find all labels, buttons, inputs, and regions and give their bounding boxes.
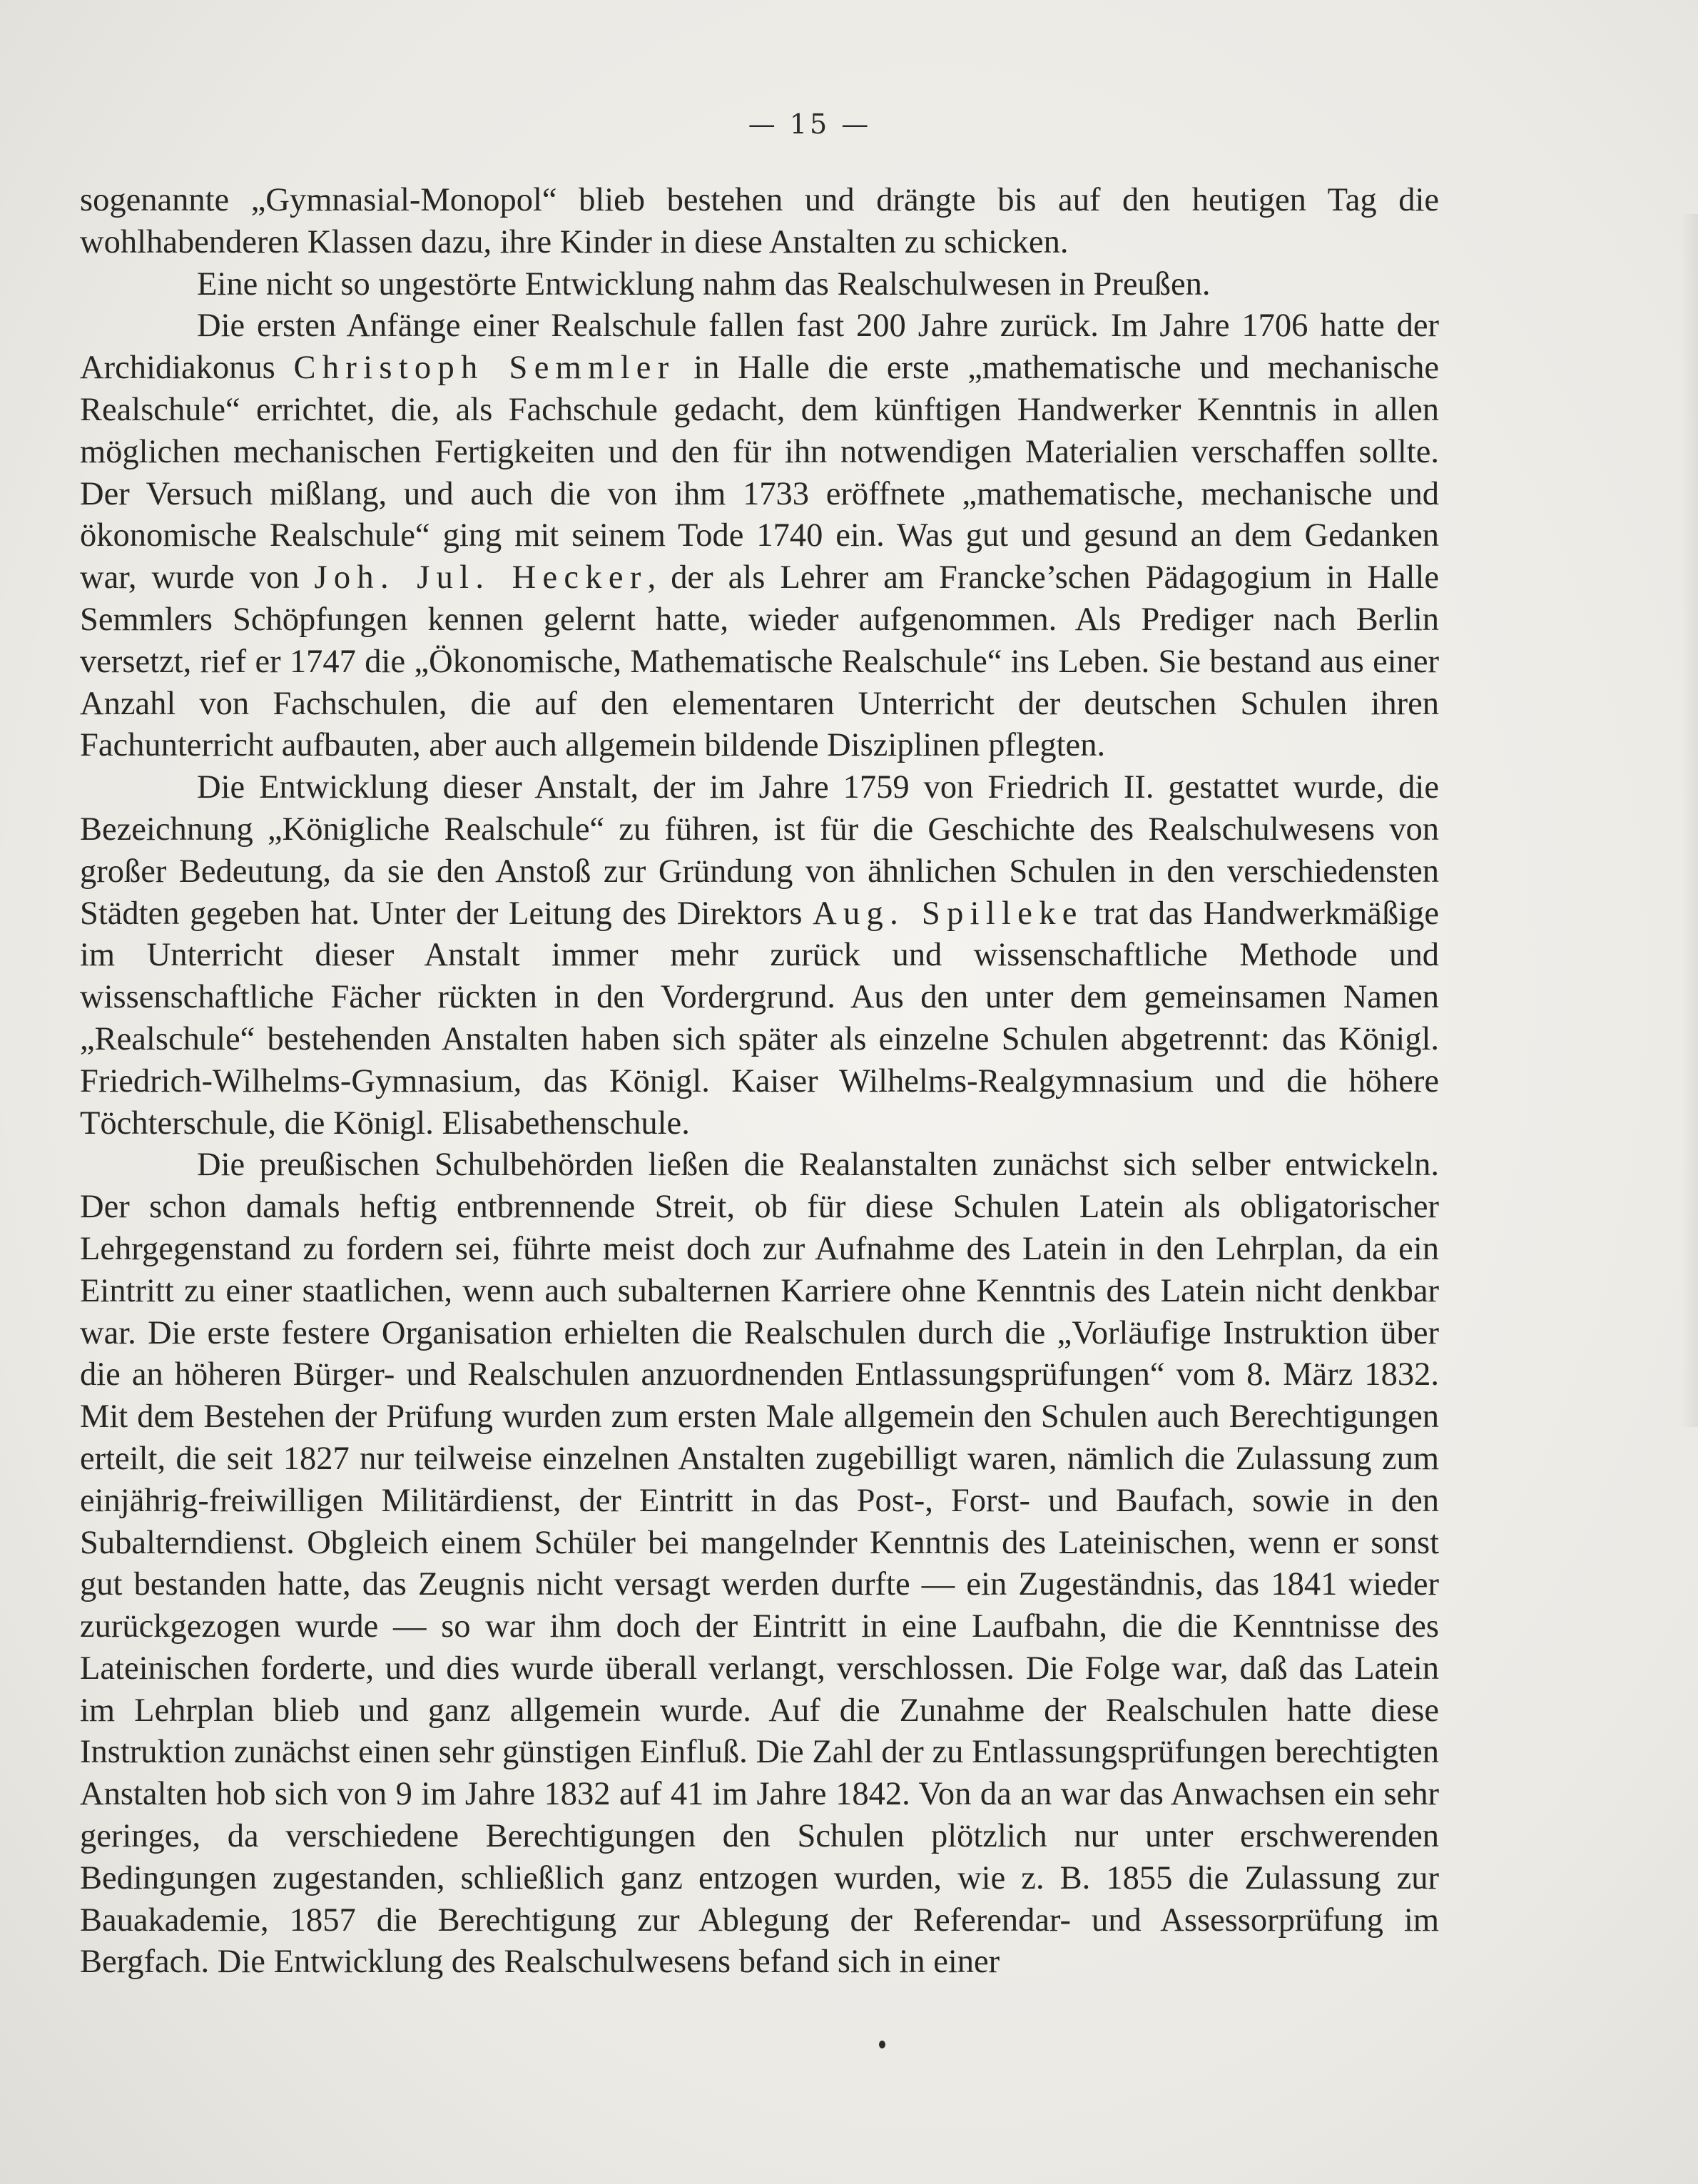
paragraph-5-text: Die preußischen Schulbehörden ließen die Realanstalten zunächst sich selber entwickeln. Der schon damals heftig entbrennende Streit, ob für diese Schulen Latein als obligatorischer Lehrgegenstand zu fordern sei, führte meist doch zur Aufnahme des Latein in den Lehrplan, da ein Eintritt zu einer staatlichen, wenn auch subalternen Karriere ohne Kenntnis des Latein nicht denkbar war. Die erste festere Organisation erhielten die Realschulen durch die „Vorläufige Instruktion über die an höheren Bürger- und Realschulen anzuordnenden Entlassungsprüfungen“ vom 8. März 1832. Mit dem Bestehen der Prüfung wurden zum ersten Male allgemein den Schulen auch Berechtigungen erteilt, die seit 1827 nur teilweise einzelnen Anstalten zugebilligt waren, nämlich die Zulassung zum einjährig-freiwilligen Militärdienst, der Eintritt in das Post-, Forst- und Baufach, sowie in den Subalterndienst. Obgleich einem Schüler bei mangelnder Kenntnis des Lateinischen, wenn er sonst gut bestanden hatte, das Zeugnis nicht versagt werden durfte — ein Zugeständnis, das 1841 wieder zurückgezogen wurde — so war ihm doch der Eintritt in eine Laufbahn, die die Kenntnisse des Lateinischen forderte, und dies wurde überall verlangt, verschlossen. Die Folge war, daß das Latein im Lehrplan blieb und ganz allgemein wurde. Auf die Zunahme der Realschulen hatte diese Instruktion zunächst einen sehr günstigen Einfluß. Die Zahl der zu Entlassungsprüfungen berechtigten Anstalten hob sich von 9 im Jahre 1832 auf 41 im Jahre 1842. Von da an war das Anwachsen ein sehr geringes, da verschiedene Berechtigungen den Schulen plötzlich nur unter erschwerenden Bedingungen zugestanden, schließlich ganz entzogen wurden, wie z. B. 1855 die Zulassung zur Bauakademie, 1857 die Berechtigung zur Ablegung der Referendar- und Assessorprüfung im Bergfach. Die Entwicklung des Realschulwesens befand sich in einer bbox=[80, 1147, 1439, 1981]
paragraph-2-text: Eine nicht so ungestörte Entwicklung nahm das Realschulwesen in Preußen. bbox=[197, 265, 1211, 303]
paragraph-2 bbox=[80, 264, 1439, 306]
person-name-semmler: Christoph Semmler bbox=[293, 350, 676, 387]
paragraph-continuation bbox=[80, 180, 1439, 264]
page-edge-shadow bbox=[1681, 214, 1698, 1427]
paragraph-3-text-a: Die ersten Anfänge einer Realschule fallen fast 200 Jahre zurück. Im Jahre 1706 hatte der Archidiakonus bbox=[80, 308, 1439, 387]
body-text bbox=[80, 180, 1439, 1984]
paragraph-4 bbox=[80, 767, 1439, 1144]
paragraph-1-text: sogenannte „Gymnasial-Monopol“ blieb bestehen und drängte bis auf den heutigen Tag die wohlhabenderen Klassen dazu, ihre Kinder in diese Anstalten zu schicken. bbox=[80, 182, 1439, 260]
page-number: — 15 — bbox=[748, 108, 872, 140]
paragraph-3-text-b: in Halle die erste „mathematische und mechanische Realschule“ errichtet, die, als Fachschule gedacht, dem künftigen Handwerker Kenntnis in allen möglichen mechanischen Fertigkeiten und den für ihn notwendigen Materialien verschaffen sollte. Der Versuch mißlang, und auch die von ihm 1733 eröffnete „mathematische, mechanische und ökonomische Realschule“ ging mit seinem Tode 1740 ein. Was gut und gesund an dem Gedanken war, wurde von bbox=[80, 350, 1440, 596]
paragraph-3 bbox=[80, 305, 1439, 767]
paragraph-4-text-a: Die Entwicklung dieser Anstalt, der im Jahre 1759 von Friedrich II. gestattet wurde, die Bezeichnung „Königliche Realschule“ zu führen, ist für die Geschichte des Realschulwesens von großer Bedeutung, da sie den Anstoß zur Gründung von ähnlichen Schulen in den verschiedensten Städten gegeben hat. Unter der Leitung des Direktors bbox=[80, 769, 1439, 932]
paragraph-5 bbox=[80, 1144, 1439, 1984]
paragraph-4-text-b: trat das Handwerkmäßige im Unterricht dieser Anstalt immer mehr zurück und wissenschaftliche Methode und wissenschaftliche Fächer rückten in den Vordergrund. Aus den unter dem gemeinsamen Namen „Realschule“ bestehenden Anstalten haben sich später als einzelne Schulen abgetrennt: das Königl. Friedrich-Wilhelms-Gymnasium, das Königl. Kaiser Wilhelms-Realgymnasium und die höhere Töchterschule, die Königl. Elisabethenschule. bbox=[80, 895, 1440, 1142]
person-name-hecker: Joh. Jul. Hecker bbox=[314, 559, 648, 596]
ink-speck bbox=[879, 2041, 885, 2048]
paragraph-3-text-c: , der als Lehrer am Francke’schen Pädagogium in Halle Semmlers Schöpfungen kennen gelernt hatte, wieder aufgenommen. Als Prediger nach Berlin versetzt, rief er 1747 die „Ökonomische, Mathematische Realschule“ ins Leben. Sie bestand aus einer Anzahl von Fachschulen, die auf den elementaren Unterricht der deutschen Schulen ihren Fachunterricht aufbauten, aber auch allgemein bildende Disziplinen pflegten. bbox=[80, 559, 1439, 764]
person-name-spilleke: Aug. Spilleke bbox=[813, 895, 1084, 932]
